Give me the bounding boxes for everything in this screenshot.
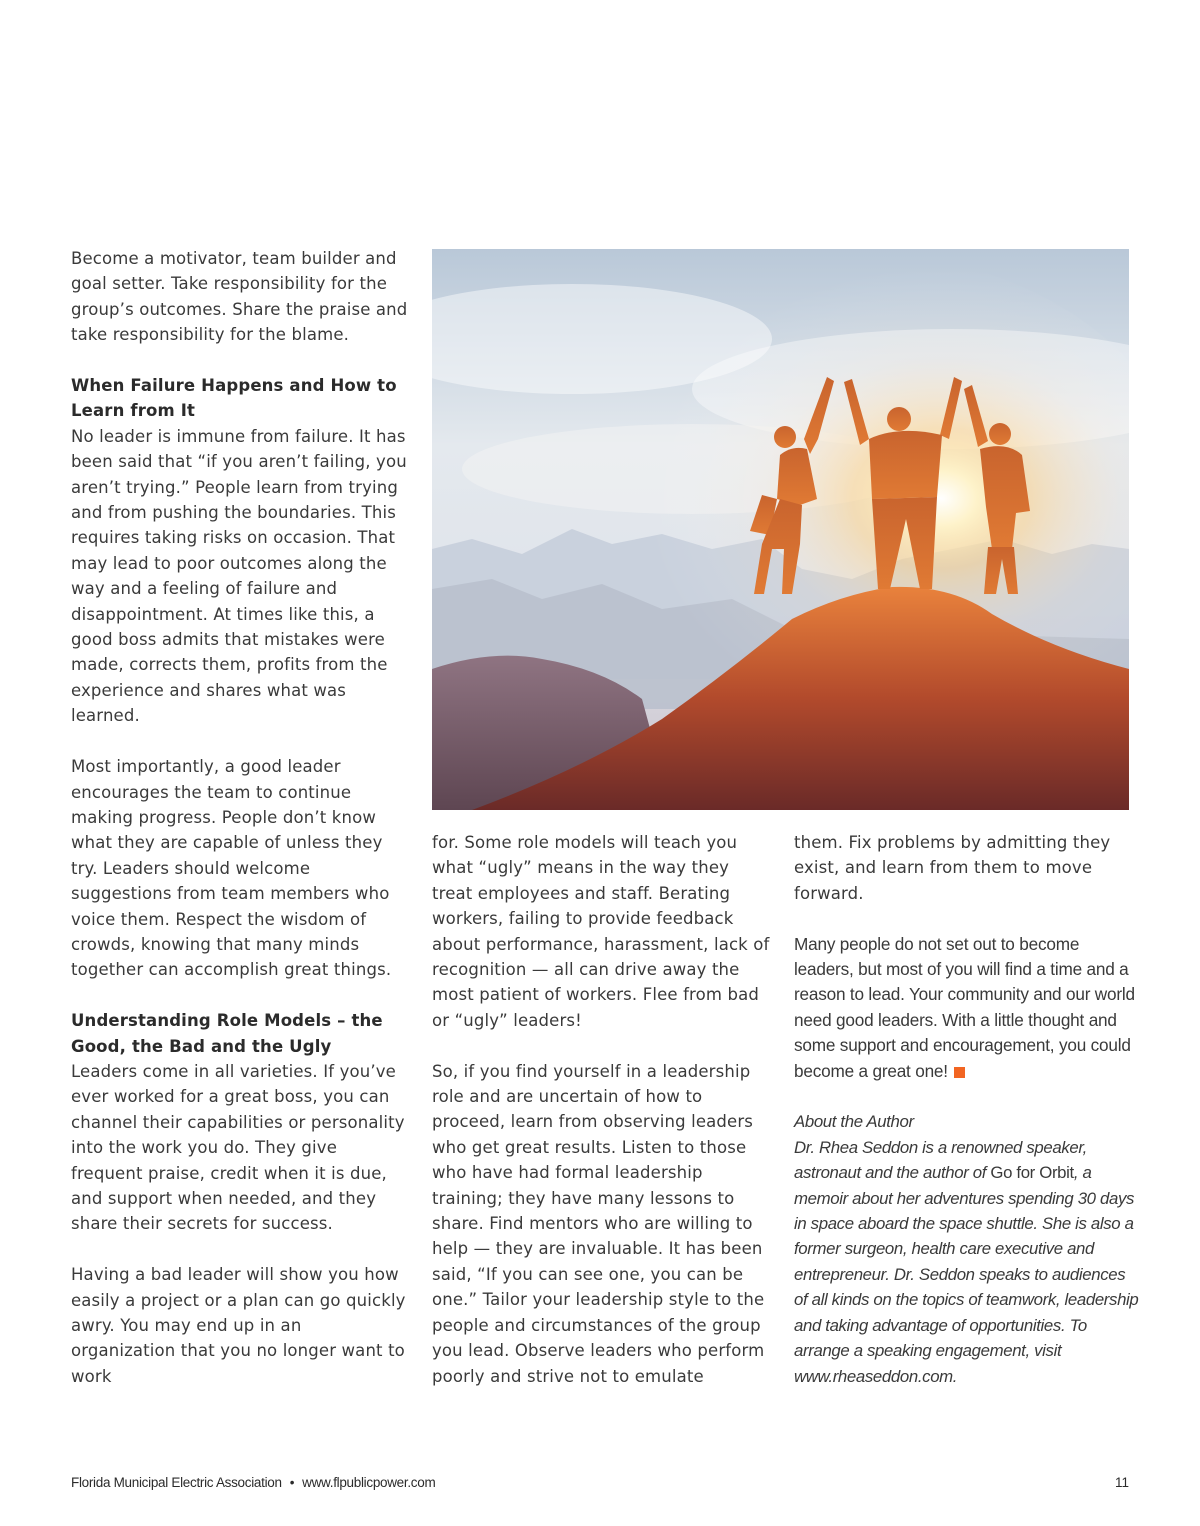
footer-separator: • bbox=[289, 1475, 295, 1490]
footer-credit bbox=[71, 1475, 435, 1490]
encouragement-paragraph: Most importantly, a good leader encourages the team to continue making progress. People don’t know what they are capable of unless they try. Leaders should welcome suggestions from team members who voice them. Respect the wisdom of crowds, knowing that many minds together can accomplish great things. bbox=[71, 757, 392, 980]
page-number: 11 bbox=[1114, 1475, 1129, 1490]
section-heading-failure: When Failure Happens and How to Learn from It bbox=[71, 376, 397, 421]
fix-problems-paragraph: them. Fix problems by admitting they exist, and learn from them to move forward. bbox=[794, 833, 1111, 903]
about-author-heading: About the Author bbox=[794, 1112, 914, 1132]
book-title: Go for Orbit bbox=[990, 1163, 1074, 1183]
about-the-author bbox=[794, 1109, 1139, 1388]
hero-photo-mountain-summit bbox=[432, 249, 1129, 810]
section-heading-role-models: Understanding Role Models – the Good, the Bad and the Ugly bbox=[71, 1011, 383, 1056]
footer-organization: Florida Municipal Electric Association bbox=[71, 1475, 282, 1490]
closing-text: Many people do not set out to become leaders, but most of you will find a time and a reason to lead. Your community and our world need good leaders. With a little thought and some support and encouragement, you could become a great one! bbox=[794, 933, 1135, 1081]
closing-paragraph bbox=[794, 932, 1139, 1084]
article-column-1 bbox=[71, 246, 411, 1389]
bad-leader-paragraph: Having a bad leader will show you how easily a project or a plan can go quickly awry. You may end up in an organization that you no longer want to work bbox=[71, 1265, 406, 1386]
article-column-2 bbox=[432, 830, 772, 1389]
ugly-role-models-paragraph: for. Some role models will teach you what “ugly” means in the way they treat employees and staff. Berating workers, failing to provide feedback about performance, harassment, lack of recognition — all can drive away the most patient of workers. Flee from bad or “ugly” leaders! bbox=[432, 833, 770, 1030]
about-author-bio: Dr. Rhea Seddon is a renowned speaker, astronaut and the author of Go for Orbit, a memoir about her adventures spending 30 days in space aboard the space shuttle. She is also a former surgeon, health care executive and entrepreneur. Dr. Seddon speaks to audiences of all kinds on the topics of teamwork, leadership and taking advantage of opportunities. To arrange a speaking engagement, visit www.rheaseddon.com. bbox=[794, 1137, 1139, 1386]
observe-leaders-paragraph: So, if you find yourself in a leadership role and are uncertain of how to proceed, learn from observing leaders who get great results. Listen to those who have had formal leadership training; they have many lessons to share. Find mentors who are willing to help — they are invaluable. It has been said, “If you can see one, you can be one.” Tailor your leadership style to the people and circumstances of the group you lead. Observe leaders who perform poorly and strive not to emulate bbox=[432, 1061, 765, 1386]
role-models-paragraph: Leaders come in all varieties. If you’ve ever worked for a great boss, you can channel their capabilities or personality into the work you do. They give frequent praise, credit when it is due, and support when needed, and they share their secrets for success. bbox=[71, 1061, 405, 1234]
footer-website: www.flpublicpower.com bbox=[302, 1475, 436, 1490]
intro-paragraph: Become a motivator, team builder and goal setter. Take responsibility for the group’s outcomes. Share the praise and take responsibility for the blame. bbox=[71, 249, 408, 345]
end-of-article-mark bbox=[954, 1067, 965, 1078]
article-column-3 bbox=[794, 830, 1139, 1389]
failure-paragraph: No leader is immune from failure. It has been said that “if you aren’t failing, you aren’t trying.” People learn from trying and from pushing the boundaries. This requires taking risks on occasion. That may lead to poor outcomes along the way and a feeling of failure and disappointment. At times like this, a good boss admits that mistakes were made, corrects them, profits from the experience and shares what was learned. bbox=[71, 426, 407, 726]
